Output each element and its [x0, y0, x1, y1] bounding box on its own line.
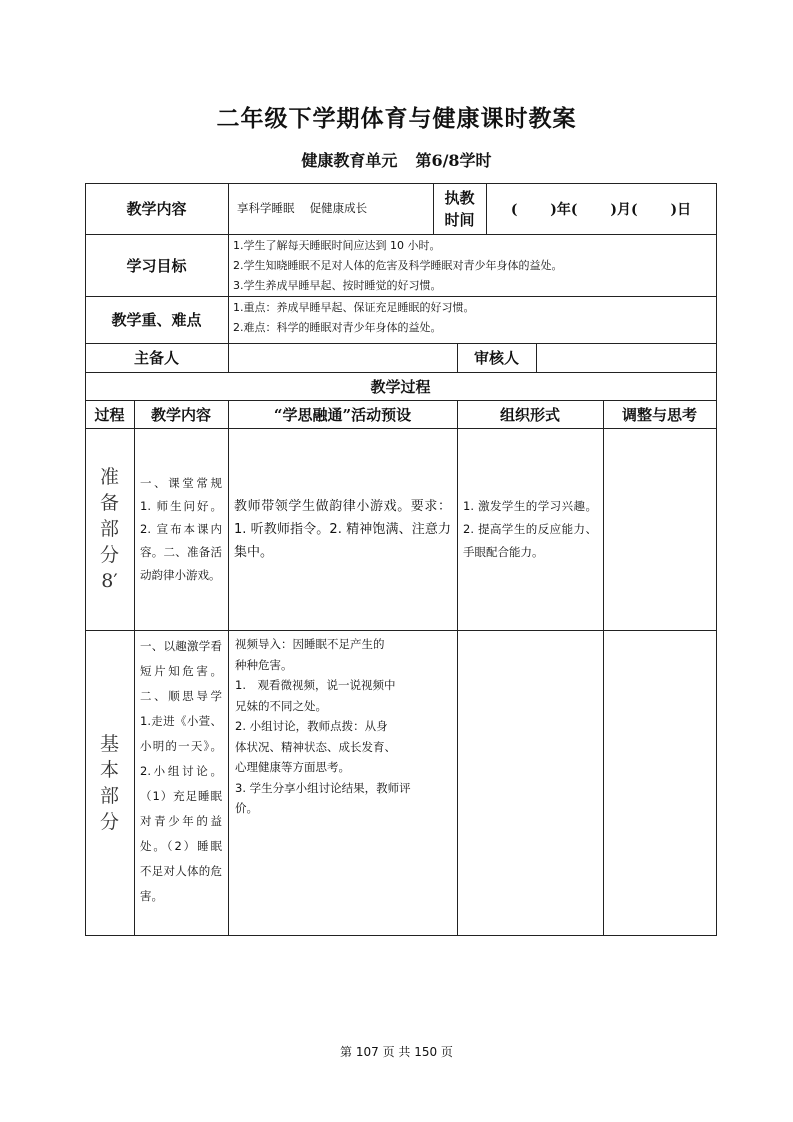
key-point-item: 2.难点：科学的睡眠对青少年身体的益处。	[233, 321, 442, 334]
time-label-line2: 时间	[444, 210, 475, 229]
basic-reflection[interactable]	[603, 630, 716, 935]
lesson-plan-table	[85, 183, 717, 936]
unit-name: 健康教育单元	[301, 151, 398, 170]
basic-stage-char: 部	[99, 784, 119, 807]
key-points-label: 教学重、难点	[111, 311, 202, 329]
page-number: 第 107 页 共 150 页	[340, 1045, 453, 1059]
prep-activity-text: 教师带领学生做韵律小游戏。要求：1. 听教师指令。2. 精神饱满、注意力集中。	[234, 498, 451, 560]
basic-activity-line: 心理健康等方面思考。	[235, 760, 350, 774]
column-header-content: 教学内容	[150, 405, 211, 424]
basic-activity-line: 视频导入：因睡眠不足产生的	[235, 637, 385, 651]
prep-stage-char: 备	[99, 492, 119, 514]
goal-item: 1.学生了解每天睡眠时间应达到 10 小时。	[233, 239, 441, 252]
content-value: 享科学睡眠 促健康成长	[237, 201, 368, 215]
preparer-label: 主备人	[133, 349, 179, 367]
column-header-organization: 组织形式	[499, 405, 560, 424]
preparer-field[interactable]	[228, 343, 457, 372]
prep-organization	[457, 428, 603, 630]
key-point-item: 1.重点：养成早睡早起、保证充足睡眠的好习惯。	[233, 301, 475, 314]
prep-stage-char: 准	[99, 466, 119, 488]
basic-stage-char: 本	[99, 758, 119, 781]
prep-stage-label	[85, 428, 134, 630]
column-header-reflection: 调整与思考	[621, 405, 697, 424]
prep-content	[134, 428, 228, 630]
key-points-list	[228, 296, 716, 343]
prep-stage-char: 分	[99, 544, 119, 566]
table-rule	[85, 935, 717, 936]
prep-activity	[228, 428, 457, 630]
column-header-activity: “学思融通”活动预设	[273, 405, 412, 424]
basic-activity-line: 1. 观看微视频，说一说视频中	[235, 678, 396, 692]
content-label: 教学内容	[126, 200, 187, 218]
prep-content-text: 一、课堂常规 1. 师生问好。2. 宣布本课内容。二、准备活动韵律小游戏。	[140, 475, 222, 582]
prep-organization-text: 1. 激发学生的学习兴趣。2. 提高学生的反应能力、手眼配合能力。	[463, 498, 597, 559]
basic-stage-char: 基	[99, 732, 119, 755]
goals-list	[228, 234, 716, 296]
prep-stage-duration: 8′	[101, 570, 118, 592]
basic-activity-line: 兄妹的不同之处。	[235, 698, 327, 713]
basic-content-text: 一、以趣激学看短片知危害。二、顺思导学 1.走进《小萱、小明的一天》。2.小组讨论。（1）充足睡眠对青少年的益处。（2）睡眠不足对人体的危害。	[140, 639, 222, 903]
goals-label: 学习目标	[126, 256, 187, 275]
basic-organization[interactable]	[457, 630, 603, 935]
basic-activity	[228, 630, 457, 935]
period-number: 第6/8学时	[415, 151, 492, 170]
prep-stage-char: 部	[99, 518, 119, 540]
basic-activity-line: 2. 小组讨论，教师点拨：从身	[235, 719, 388, 733]
prep-reflection[interactable]	[603, 428, 716, 630]
column-header-stage: 过程	[94, 405, 125, 424]
page-subtitle	[0, 148, 793, 171]
basic-activity-line: 种种危害。	[235, 657, 293, 672]
time-label-line1: 执教	[444, 188, 475, 207]
basic-activity-line: 价。	[235, 801, 258, 815]
table-rule	[716, 183, 717, 936]
reviewer-field[interactable]	[536, 343, 716, 372]
goal-item: 2.学生知晓睡眠不足对人体的危害及科学睡眠对青少年身体的益处。	[233, 259, 563, 272]
basic-activity-line: 体状况、精神状态、成长发育、	[235, 739, 396, 754]
process-heading: 教学过程	[370, 377, 431, 396]
page-title: 二年级下学期体育与健康课时教案	[216, 105, 577, 132]
basic-activity-line: 3. 学生分享小组讨论结果，教师评	[235, 780, 411, 795]
basic-content	[134, 630, 228, 935]
time-label	[433, 183, 486, 234]
reviewer-label: 审核人	[473, 349, 519, 367]
basic-stage-label	[85, 630, 134, 935]
basic-stage-char: 分	[99, 810, 119, 833]
goal-item: 3.学生养成早睡早起、按时睡觉的好习惯。	[233, 279, 442, 292]
date-field[interactable]: ( )年( )月( )日	[510, 201, 692, 218]
